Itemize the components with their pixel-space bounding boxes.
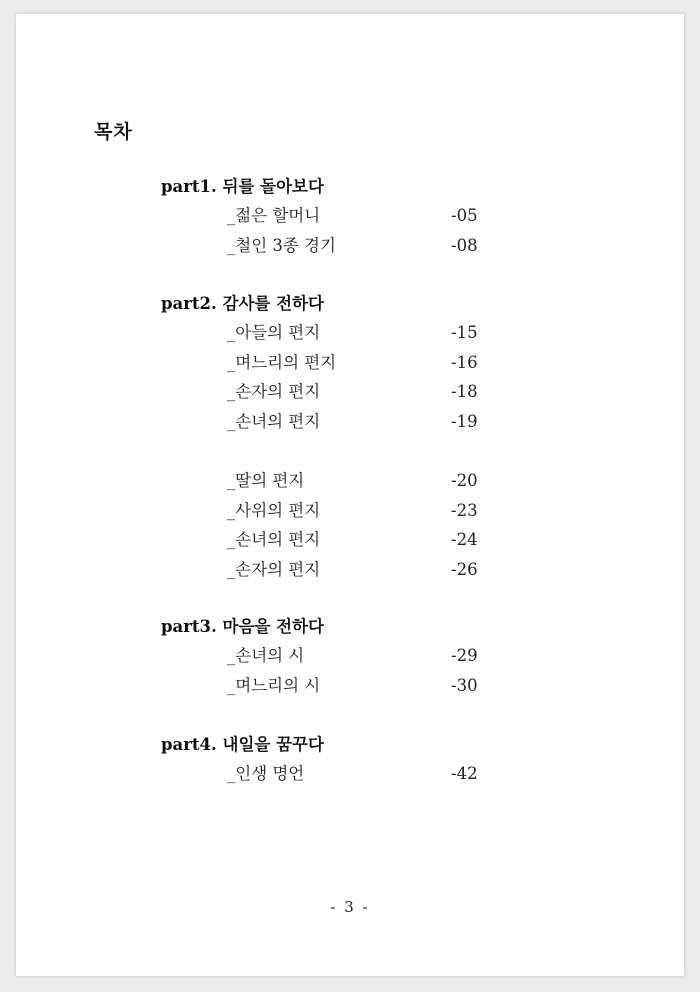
page-number: - 3 -: [330, 898, 370, 916]
toc-entry: [161, 407, 501, 437]
toc-section-part2: [161, 289, 501, 436]
toc-section-part3: [161, 612, 501, 700]
toc-entry-label: _아들의 편지: [227, 323, 321, 342]
toc-entry-page: -26: [451, 559, 478, 579]
toc-section-part2-continued: [161, 466, 501, 584]
toc-title: 목차: [94, 121, 133, 143]
toc-entry-page: -18: [451, 382, 478, 401]
toc-entry-label: _손자의 편지: [227, 382, 321, 401]
toc-entry: [161, 525, 501, 555]
toc-entry: [161, 466, 501, 496]
toc-entry-label: _손녀의 편지: [227, 530, 321, 549]
toc-entry-page: -29: [451, 646, 478, 665]
toc-entry: [161, 231, 501, 261]
toc-entry-page: -23: [451, 500, 478, 520]
toc-entry-label: _손녀의 시: [227, 646, 305, 665]
toc-entry-page: -05: [451, 206, 478, 225]
toc-entry-label: _인생 명언: [227, 764, 305, 783]
toc-entry-label: _사위의 편지: [227, 500, 321, 520]
part-title: part3. 마음을 전하다: [161, 617, 324, 636]
toc-entry-label: _딸의 편지: [227, 471, 305, 490]
toc-entry-page: -08: [451, 235, 478, 255]
toc-entry-page: -19: [451, 411, 478, 431]
toc-entry: [161, 759, 501, 789]
toc-entry: [161, 671, 501, 701]
toc-entry-page: -24: [451, 530, 478, 549]
toc-entry-page: -42: [451, 764, 478, 783]
toc-entry-label: _손녀의 편지: [227, 411, 321, 431]
toc-entry-page: -16: [451, 352, 478, 372]
toc-entry-page: -15: [451, 323, 478, 342]
toc-entry-label: _철인 3종 경기: [227, 235, 336, 255]
toc-entry: [161, 348, 501, 378]
toc-entry: [161, 201, 501, 231]
toc-entry-label: _젊은 할머니: [227, 206, 321, 225]
toc-entry: [161, 318, 501, 348]
toc-section-part4: [161, 730, 501, 789]
toc-section-part1: [161, 172, 501, 260]
toc-entry-label: _며느리의 시: [227, 675, 321, 695]
toc-entry: [161, 496, 501, 526]
part-title: part2. 감사를 전하다: [161, 294, 324, 313]
toc-entry-label: _며느리의 편지: [227, 352, 337, 372]
part-title: part4. 내일을 꿈꾸다: [161, 735, 324, 754]
toc-entry: [161, 641, 501, 671]
toc-entry-page: -20: [451, 471, 478, 490]
toc-entry-label: _손자의 편지: [227, 559, 321, 579]
toc-entry: [161, 377, 501, 407]
part-title: part1. 뒤를 돌아보다: [161, 177, 324, 196]
toc-entry: [161, 555, 501, 585]
document-page: [16, 14, 684, 976]
toc-entry-page: -30: [451, 675, 478, 695]
